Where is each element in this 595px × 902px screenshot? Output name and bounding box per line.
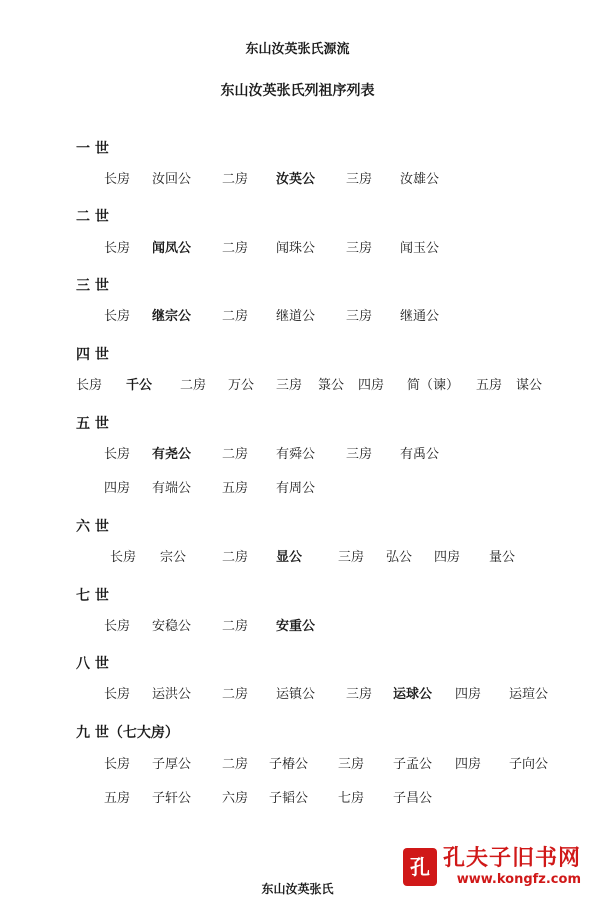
- ancestor-name: 闻珠公: [276, 241, 316, 256]
- branch-label: 三房: [338, 757, 365, 772]
- generation-9-heading: 九 世（七大房）: [76, 725, 179, 741]
- ancestor-name-highlighted: 安重公: [276, 619, 316, 634]
- branch-label: 七房: [338, 791, 365, 806]
- ancestor-name-highlighted: 显公: [276, 550, 303, 565]
- ancestor-name: 闻玉公: [400, 241, 440, 256]
- branch-label: 长房: [104, 172, 131, 187]
- ancestor-name: 简（谏）: [407, 378, 460, 393]
- generation-4-heading: 四 世: [76, 347, 109, 363]
- ancestor-name-highlighted: 千公: [126, 378, 153, 393]
- ancestor-name: 子轩公: [152, 791, 192, 806]
- generation-2-heading: 二 世: [76, 209, 109, 225]
- ancestor-name: 子昌公: [393, 791, 433, 806]
- branch-label: 二房: [222, 619, 249, 634]
- page-footer: 东山汝英张氏: [261, 882, 334, 896]
- ancestor-name: 汝回公: [152, 172, 192, 187]
- ancestor-name: 汝雄公: [400, 172, 440, 187]
- branch-label: 长房: [76, 378, 103, 393]
- ancestor-name: 箓公: [318, 378, 345, 393]
- ancestor-name: 子韬公: [269, 791, 309, 806]
- generation-3-heading: 三 世: [76, 278, 109, 294]
- ancestor-name-highlighted: 汝英公: [276, 172, 316, 187]
- generation-8-heading: 八 世: [76, 656, 109, 672]
- generation-7-heading: 七 世: [76, 588, 109, 604]
- ancestor-name: 弘公: [386, 550, 413, 565]
- ancestor-name: 子向公: [509, 757, 549, 772]
- ancestor-name: 量公: [489, 550, 516, 565]
- branch-label: 二房: [222, 687, 249, 702]
- ancestor-name: 有周公: [276, 481, 316, 496]
- branch-label: 长房: [110, 550, 137, 565]
- branch-label: 二房: [180, 378, 207, 393]
- ancestor-name-highlighted: 闻凤公: [152, 241, 192, 256]
- branch-label: 长房: [104, 619, 131, 634]
- branch-label: 四房: [104, 481, 131, 496]
- branch-label: 二房: [222, 309, 249, 324]
- ancestor-name: 运镇公: [276, 687, 316, 702]
- ancestor-name: 子厚公: [152, 757, 192, 772]
- ancestor-name: 有舜公: [276, 447, 316, 462]
- ancestor-name-highlighted: 有尧公: [152, 447, 192, 462]
- branch-label: 二房: [222, 447, 249, 462]
- branch-label: 二房: [222, 172, 249, 187]
- ancestor-name: 子椿公: [269, 757, 309, 772]
- document-title: 东山汝英张氏源流: [245, 42, 350, 57]
- ancestor-name: 安稳公: [152, 619, 192, 634]
- branch-label: 长房: [104, 447, 131, 462]
- generation-5-heading: 五 世: [76, 416, 109, 432]
- ancestor-name: 谋公: [516, 378, 543, 393]
- branch-label: 五房: [104, 791, 131, 806]
- watermark-seal-icon: 孔: [403, 848, 437, 886]
- branch-label: 六房: [222, 791, 249, 806]
- branch-label: 三房: [338, 550, 365, 565]
- branch-label: 四房: [455, 687, 482, 702]
- branch-label: 三房: [346, 241, 373, 256]
- ancestor-name-highlighted: 继宗公: [152, 309, 192, 324]
- branch-label: 二房: [222, 241, 249, 256]
- ancestor-name: 运洪公: [152, 687, 192, 702]
- branch-label: 五房: [222, 481, 249, 496]
- branch-label: 三房: [346, 687, 373, 702]
- ancestor-name: 宗公: [160, 550, 187, 565]
- branch-label: 二房: [222, 757, 249, 772]
- ancestor-name: 继道公: [276, 309, 316, 324]
- watermark-url: www.kongfz.com: [456, 872, 581, 887]
- branch-label: 长房: [104, 757, 131, 772]
- branch-label: 长房: [104, 687, 131, 702]
- ancestor-name: 有禹公: [400, 447, 440, 462]
- branch-label: 三房: [346, 172, 373, 187]
- branch-label: 三房: [346, 447, 373, 462]
- watermark-site-name: 孔夫子旧书网: [442, 846, 581, 871]
- list-title: 东山汝英张氏列祖序列表: [220, 83, 375, 99]
- ancestor-name-highlighted: 运球公: [393, 687, 433, 702]
- branch-label: 长房: [104, 309, 131, 324]
- branch-label: 长房: [104, 241, 131, 256]
- generation-6-heading: 六 世: [76, 519, 109, 535]
- branch-label: 三房: [276, 378, 303, 393]
- ancestor-name: 运瑄公: [509, 687, 549, 702]
- ancestor-name: 万公: [228, 378, 255, 393]
- ancestor-name: 继通公: [400, 309, 440, 324]
- ancestor-name: 有端公: [152, 481, 192, 496]
- generation-1-heading: 一 世: [76, 141, 109, 157]
- branch-label: 五房: [476, 378, 503, 393]
- branch-label: 四房: [358, 378, 385, 393]
- branch-label: 四房: [455, 757, 482, 772]
- branch-label: 二房: [222, 550, 249, 565]
- ancestor-name: 子孟公: [393, 757, 433, 772]
- branch-label: 四房: [434, 550, 461, 565]
- branch-label: 三房: [346, 309, 373, 324]
